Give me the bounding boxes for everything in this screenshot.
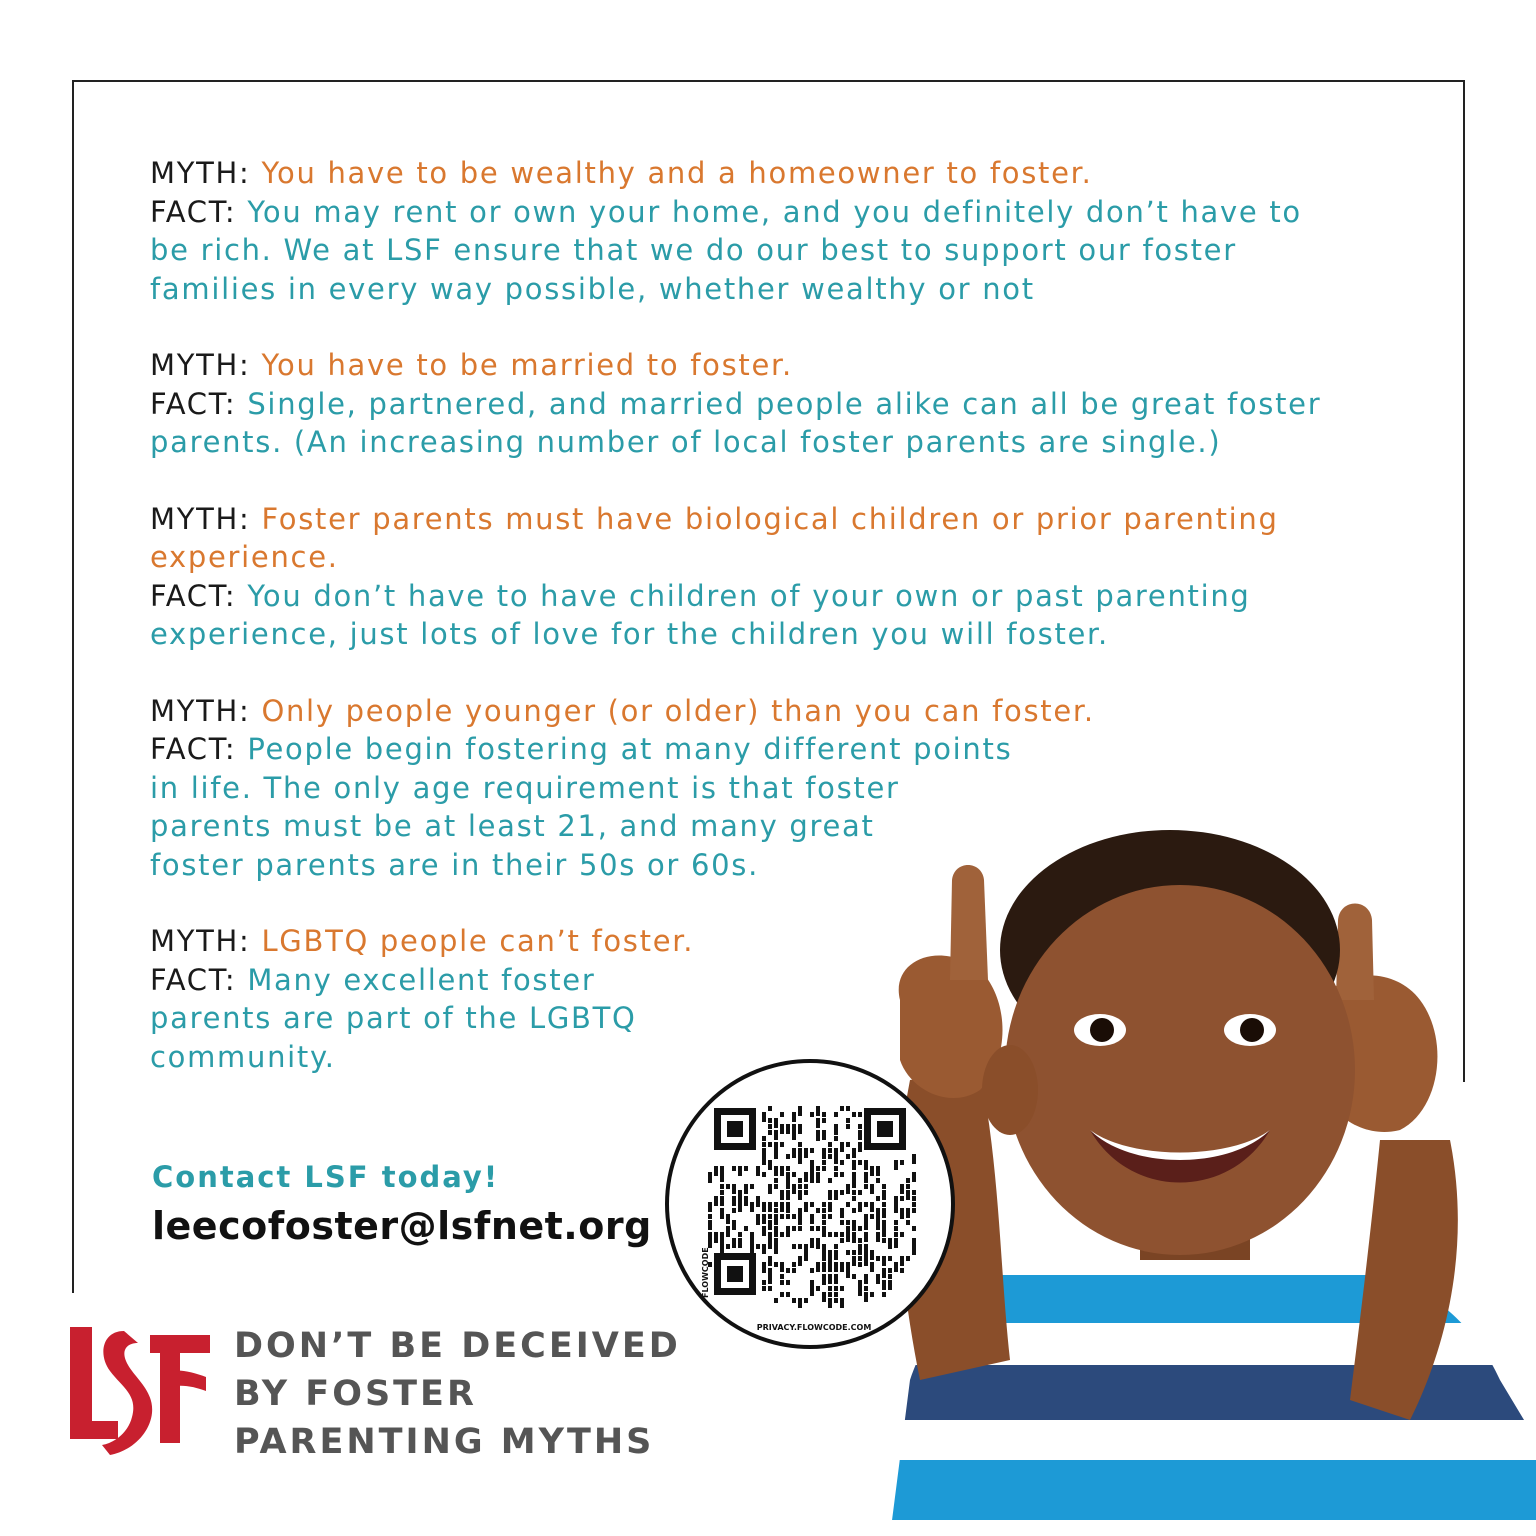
fact-line bbox=[150, 193, 1410, 232]
fact-text: Many excellent foster bbox=[247, 962, 596, 997]
fact-line bbox=[150, 615, 1410, 654]
contact-heading: Contact LSF today! bbox=[152, 1160, 500, 1194]
tagline-line-1: DON’T BE DECEIVED bbox=[234, 1326, 681, 1366]
fact-line bbox=[150, 270, 1410, 309]
myth-text: You have to be married to foster. bbox=[261, 348, 793, 382]
myth-line bbox=[150, 154, 1410, 193]
fact-text: families in every way possible, whether wealthy or not bbox=[150, 271, 1035, 306]
fact-label: FACT: bbox=[150, 578, 237, 613]
qr-finder-top-right bbox=[864, 1108, 906, 1150]
fact-text: Single, partnered, and married people alike can all be great foster bbox=[247, 386, 1322, 421]
fact-line bbox=[150, 577, 1410, 616]
myth-line bbox=[150, 538, 1410, 577]
qr-privacy: PRIVACY.FLOWCODE.COM bbox=[756, 1323, 872, 1332]
fact-text: You don’t have to have children of your own or past parenting bbox=[247, 578, 1251, 613]
qr-brand: FLOWCODE bbox=[701, 1247, 710, 1298]
myth-label: MYTH: bbox=[150, 924, 251, 958]
tagline-line-3: PARENTING MYTHS bbox=[234, 1422, 655, 1462]
fact-line bbox=[150, 231, 1410, 270]
myth-line bbox=[150, 346, 1410, 385]
myth-label: MYTH: bbox=[150, 693, 251, 728]
fact-text: foster parents are in their 50s or 60s. bbox=[150, 847, 760, 882]
qr-code[interactable] bbox=[664, 1058, 956, 1350]
tagline bbox=[234, 1322, 681, 1466]
myth-text: You have to be wealthy and a homeowner to foster. bbox=[261, 156, 1093, 190]
myth-label: MYTH: bbox=[150, 348, 251, 382]
fact-text: You may rent or own your home, and you definitely don’t have to bbox=[247, 194, 1302, 229]
fact-label: FACT: bbox=[150, 962, 237, 997]
myth-label: MYTH: bbox=[150, 156, 251, 190]
contact-email[interactable]: leecofoster@lsfnet.org bbox=[152, 1204, 652, 1248]
tagline-line-2: BY FOSTER bbox=[234, 1374, 477, 1414]
myth-fact-block bbox=[150, 346, 1410, 462]
qr-finder-top-left bbox=[714, 1108, 756, 1150]
fact-line bbox=[150, 423, 1410, 462]
fact-text: parents. (An increasing number of local foster parents are single.) bbox=[150, 425, 1222, 459]
fact-label: FACT: bbox=[150, 194, 237, 229]
qr-finder-bottom-left bbox=[714, 1253, 756, 1295]
fact-text: experience, just lots of love for the children you will foster. bbox=[150, 617, 1109, 651]
myth-text: experience. bbox=[150, 540, 339, 574]
fact-label: FACT: bbox=[150, 732, 237, 766]
fact-line bbox=[150, 769, 1410, 808]
fact-text: People begin fostering at many different points bbox=[247, 732, 1013, 766]
myth-text: Foster parents must have biological children or prior parenting bbox=[261, 501, 1279, 536]
lsf-logo bbox=[62, 1305, 212, 1455]
frame-left bbox=[72, 80, 74, 1293]
fact-line bbox=[150, 730, 1410, 769]
myth-line bbox=[150, 692, 1410, 731]
fact-text: parents must be at least 21, and many great bbox=[150, 809, 875, 843]
fact-line bbox=[150, 385, 1410, 424]
myth-line bbox=[150, 500, 1410, 539]
myth-text: Only people younger (or older) than you can foster. bbox=[261, 693, 1095, 728]
fact-text: community. bbox=[150, 1039, 336, 1074]
myth-fact-block bbox=[150, 500, 1410, 654]
fact-label: FACT: bbox=[150, 386, 237, 421]
fact-text: be rich. We at LSF ensure that we do our best to support our foster bbox=[150, 233, 1237, 267]
fact-text: in life. The only age requirement is that foster bbox=[150, 770, 900, 805]
myth-fact-block bbox=[150, 154, 1410, 308]
frame-top bbox=[72, 80, 1465, 82]
myth-label: MYTH: bbox=[150, 501, 251, 536]
myth-text: LGBTQ people can’t foster. bbox=[261, 924, 695, 958]
fact-text: parents are part of the LGBTQ bbox=[150, 1001, 637, 1035]
